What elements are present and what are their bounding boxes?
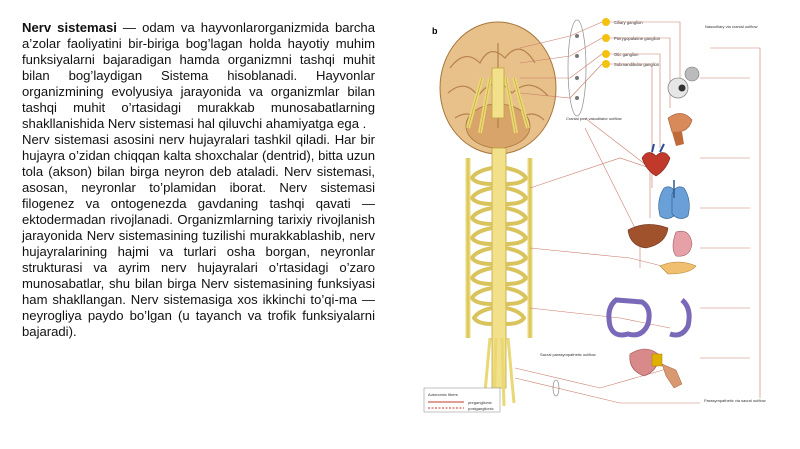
ganglion-label-3: Otic ganglion xyxy=(614,52,639,57)
paragraph-2: Nerv sistemasi asosini nerv hujayralari tashkil qiladi. Har bir hujayra o’zidan chiqqan kalta shoxchalar (dentrid), bitta uzun tola (akson) bilan birga neyron deb ataladi. Nerv sistemasi, asosan, neyronlar to’plamidan iborat. Nerv sistemasi filogenez va ontogenezda gavdaning tashqi qavati — ektodermadan rivojlanadi. Organizmlarning tarixiy rivojlanish jarayonida Nerv sistemasining tuzilishi murakkablashib, nerv hujayralarining hajmi va turlari osha borgan, neyronlar strukturasi va ayrim nerv hujayralari o’rtasidagi o’zaro munosabatlar, shu bilan birga Nerv sistemasining funksiyasi ham shakllangan. Nerv sistemasiga xos ikkinchi to’qi-ma — neyrogliya paydo bo’lgan (u tayanch va trofik funksiyalarni bajaradi). xyxy=(22,132,375,339)
gland-organ xyxy=(668,113,692,132)
sacral-outflow-label: Sacral parasympathetic outflow xyxy=(540,352,596,357)
heart-organ xyxy=(642,152,670,176)
liver-organ xyxy=(628,224,668,248)
ganglion-label-1: Ciliary ganglion xyxy=(614,20,643,25)
paragraph-1: — odam va hayvonlarorganizmida barcha a’zolar faoliyatini bir-biriga bog’lagan holda hayotiy muhim funksiyalarni bajaradigan hamda organizmni tashqi muhit bilan bog’laydigan Sistema hisoblanadi. Hayvonlar organizmining evolyusiya jarayonida va organizmlar bilan tashqi muhit o’rtasidagi murakkab munosabatlarning shakllanishida Nerv sistemasi hal qiluvchi ahamiyatga ega . xyxy=(22,20,375,131)
organs xyxy=(609,67,699,388)
cranial-outflow-label: Cranial post vasodilator outflow xyxy=(566,116,622,121)
legend-title: Autonomic fibers xyxy=(428,392,458,397)
pancreas-organ xyxy=(660,262,696,274)
stomach-organ xyxy=(673,231,692,256)
spinal-cord xyxy=(468,148,530,406)
panel-letter: b xyxy=(432,26,438,36)
legend-item-1: preganglionic xyxy=(468,400,492,405)
outflow-top-label: Nasociliary via cranial outflow xyxy=(705,24,758,29)
legend-item-2: postganglionic xyxy=(468,406,494,411)
body-text xyxy=(22,20,375,340)
ganglion-label-4: Submandibular ganglion xyxy=(614,62,660,67)
outflow-bottom-label: Parasympathetic via sacral outflow xyxy=(704,398,766,403)
legend xyxy=(424,388,500,412)
nervous-system-figure xyxy=(420,8,780,418)
anatomy-diagram xyxy=(420,8,780,418)
brain xyxy=(440,22,556,154)
ganglion-label-2: Pterygopalatine ganglion xyxy=(614,36,661,41)
term-heading: Nerv sistemasi xyxy=(22,20,117,35)
